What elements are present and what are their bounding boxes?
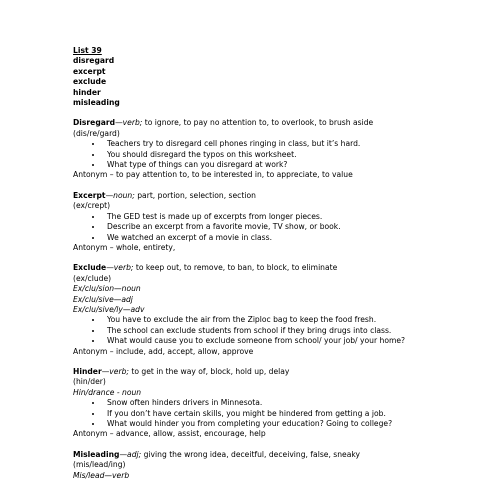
syllable-breakdown: (hin/der) <box>73 377 106 387</box>
example-sentences <box>73 139 473 170</box>
example-sentence: • We watched an excerpt of a movie in class. <box>103 233 473 243</box>
antonym-line: Antonym – to pay attention to, to be interested in, to appreciate, to value <box>73 170 353 180</box>
entry-dash: — <box>101 366 110 376</box>
entry-word: Hinder <box>73 366 102 376</box>
syllable-breakdown: (ex/clude) <box>73 273 112 283</box>
example-sentence: • You have to exclude the air from the Ziploc bag to keep the food fresh. <box>103 315 473 325</box>
definition-line <box>73 367 473 377</box>
definition-line <box>73 450 473 460</box>
word-list-item: exclude <box>73 77 107 87</box>
word-form: Ex/clu/sive—adj <box>73 294 133 304</box>
word-form: Ex/clu/sive/ly—adv <box>73 304 145 314</box>
entry-word: Misleading <box>73 449 120 459</box>
example-sentence: • What would hinder you from completing your education? Going to college? <box>103 419 473 429</box>
entry-dash: — <box>115 118 123 128</box>
worksheet-page <box>73 46 473 481</box>
entry-dash: — <box>105 190 114 200</box>
definition-line <box>73 118 473 128</box>
syllable-breakdown: (dis/re/gard) <box>73 128 120 138</box>
word-form: Hin/drance - noun <box>73 387 142 397</box>
part-of-speech: verb; <box>109 366 129 376</box>
entry-word: Exclude <box>73 263 107 273</box>
entry-word: Disregard <box>73 118 116 128</box>
example-sentences <box>73 315 473 346</box>
part-of-speech: verb; <box>113 263 134 273</box>
word-list-item: misleading <box>73 98 120 108</box>
vocabulary-entries <box>73 118 473 481</box>
vocabulary-entry <box>73 263 473 357</box>
part-of-speech: adj; <box>127 449 142 459</box>
entry-word: Excerpt <box>73 190 106 200</box>
word-forms <box>73 388 473 398</box>
part-of-speech: verb; <box>122 118 143 128</box>
word-form: Ex/clu/sion—noun <box>73 284 141 294</box>
word-forms <box>73 284 473 315</box>
word-form: Mis/lead—verb <box>73 470 130 480</box>
syllable-breakdown: (mis/lead/ing) <box>73 460 126 470</box>
entry-dash: — <box>119 449 128 459</box>
definition-text: to keep out, to remove, to ban, to block, to eliminate <box>133 263 338 273</box>
definition-text: giving the wrong idea, deceitful, deceiving, false, sneaky <box>141 449 360 459</box>
example-sentence: • You should disregard the typos on this worksheet. <box>103 150 473 160</box>
vocabulary-entry <box>73 367 473 440</box>
example-sentence: • Describe an excerpt from a favorite movie, TV show, or book. <box>103 222 473 232</box>
vocabulary-entry <box>73 191 473 253</box>
antonym-line: Antonym – whole, entirety, <box>73 242 176 252</box>
vocabulary-entry <box>73 118 473 180</box>
word-list-item: excerpt <box>73 66 106 76</box>
syllable-breakdown: (ex/crept) <box>73 201 111 211</box>
example-sentence: • Teachers try to disregard cell phones ringing in class, but it’s hard. <box>103 139 473 149</box>
entry-dash: — <box>106 263 114 273</box>
example-sentence: • Snow often hinders drivers in Minnesota. <box>103 398 473 408</box>
definition-line <box>73 191 473 201</box>
example-sentence: • If you don’t have certain skills, you might be hindered from getting a job. <box>103 409 473 419</box>
definition-line <box>73 263 473 273</box>
example-sentence: • What type of things can you disregard at work? <box>103 160 473 170</box>
example-sentence: • The GED test is made up of excerpts from longer pieces. <box>103 212 473 222</box>
word-list-item: disregard <box>73 56 115 66</box>
example-sentence: • The school can exclude students from school if they bring drugs into class. <box>103 326 473 336</box>
example-sentences <box>73 398 473 429</box>
example-sentences <box>73 212 473 243</box>
antonym-line: Antonym – advance, allow, assist, encourage, help <box>73 429 266 439</box>
word-list <box>73 56 473 108</box>
part-of-speech: noun; <box>113 190 135 200</box>
example-sentence: • What would cause you to exclude someone from school/ your job/ your home? <box>103 336 473 346</box>
definition-text: to ignore, to pay no attention to, to overlook, to brush aside <box>142 118 374 128</box>
word-list-item: hinder <box>73 87 101 97</box>
word-forms <box>73 471 473 481</box>
list-title: List 39 <box>73 46 102 55</box>
definition-text: to get in the way of, block, hold up, delay <box>128 366 290 376</box>
definition-text: part, portion, selection, section <box>134 190 256 200</box>
vocabulary-entry <box>73 450 473 481</box>
antonym-line: Antonym – include, add, accept, allow, approve <box>73 346 254 356</box>
